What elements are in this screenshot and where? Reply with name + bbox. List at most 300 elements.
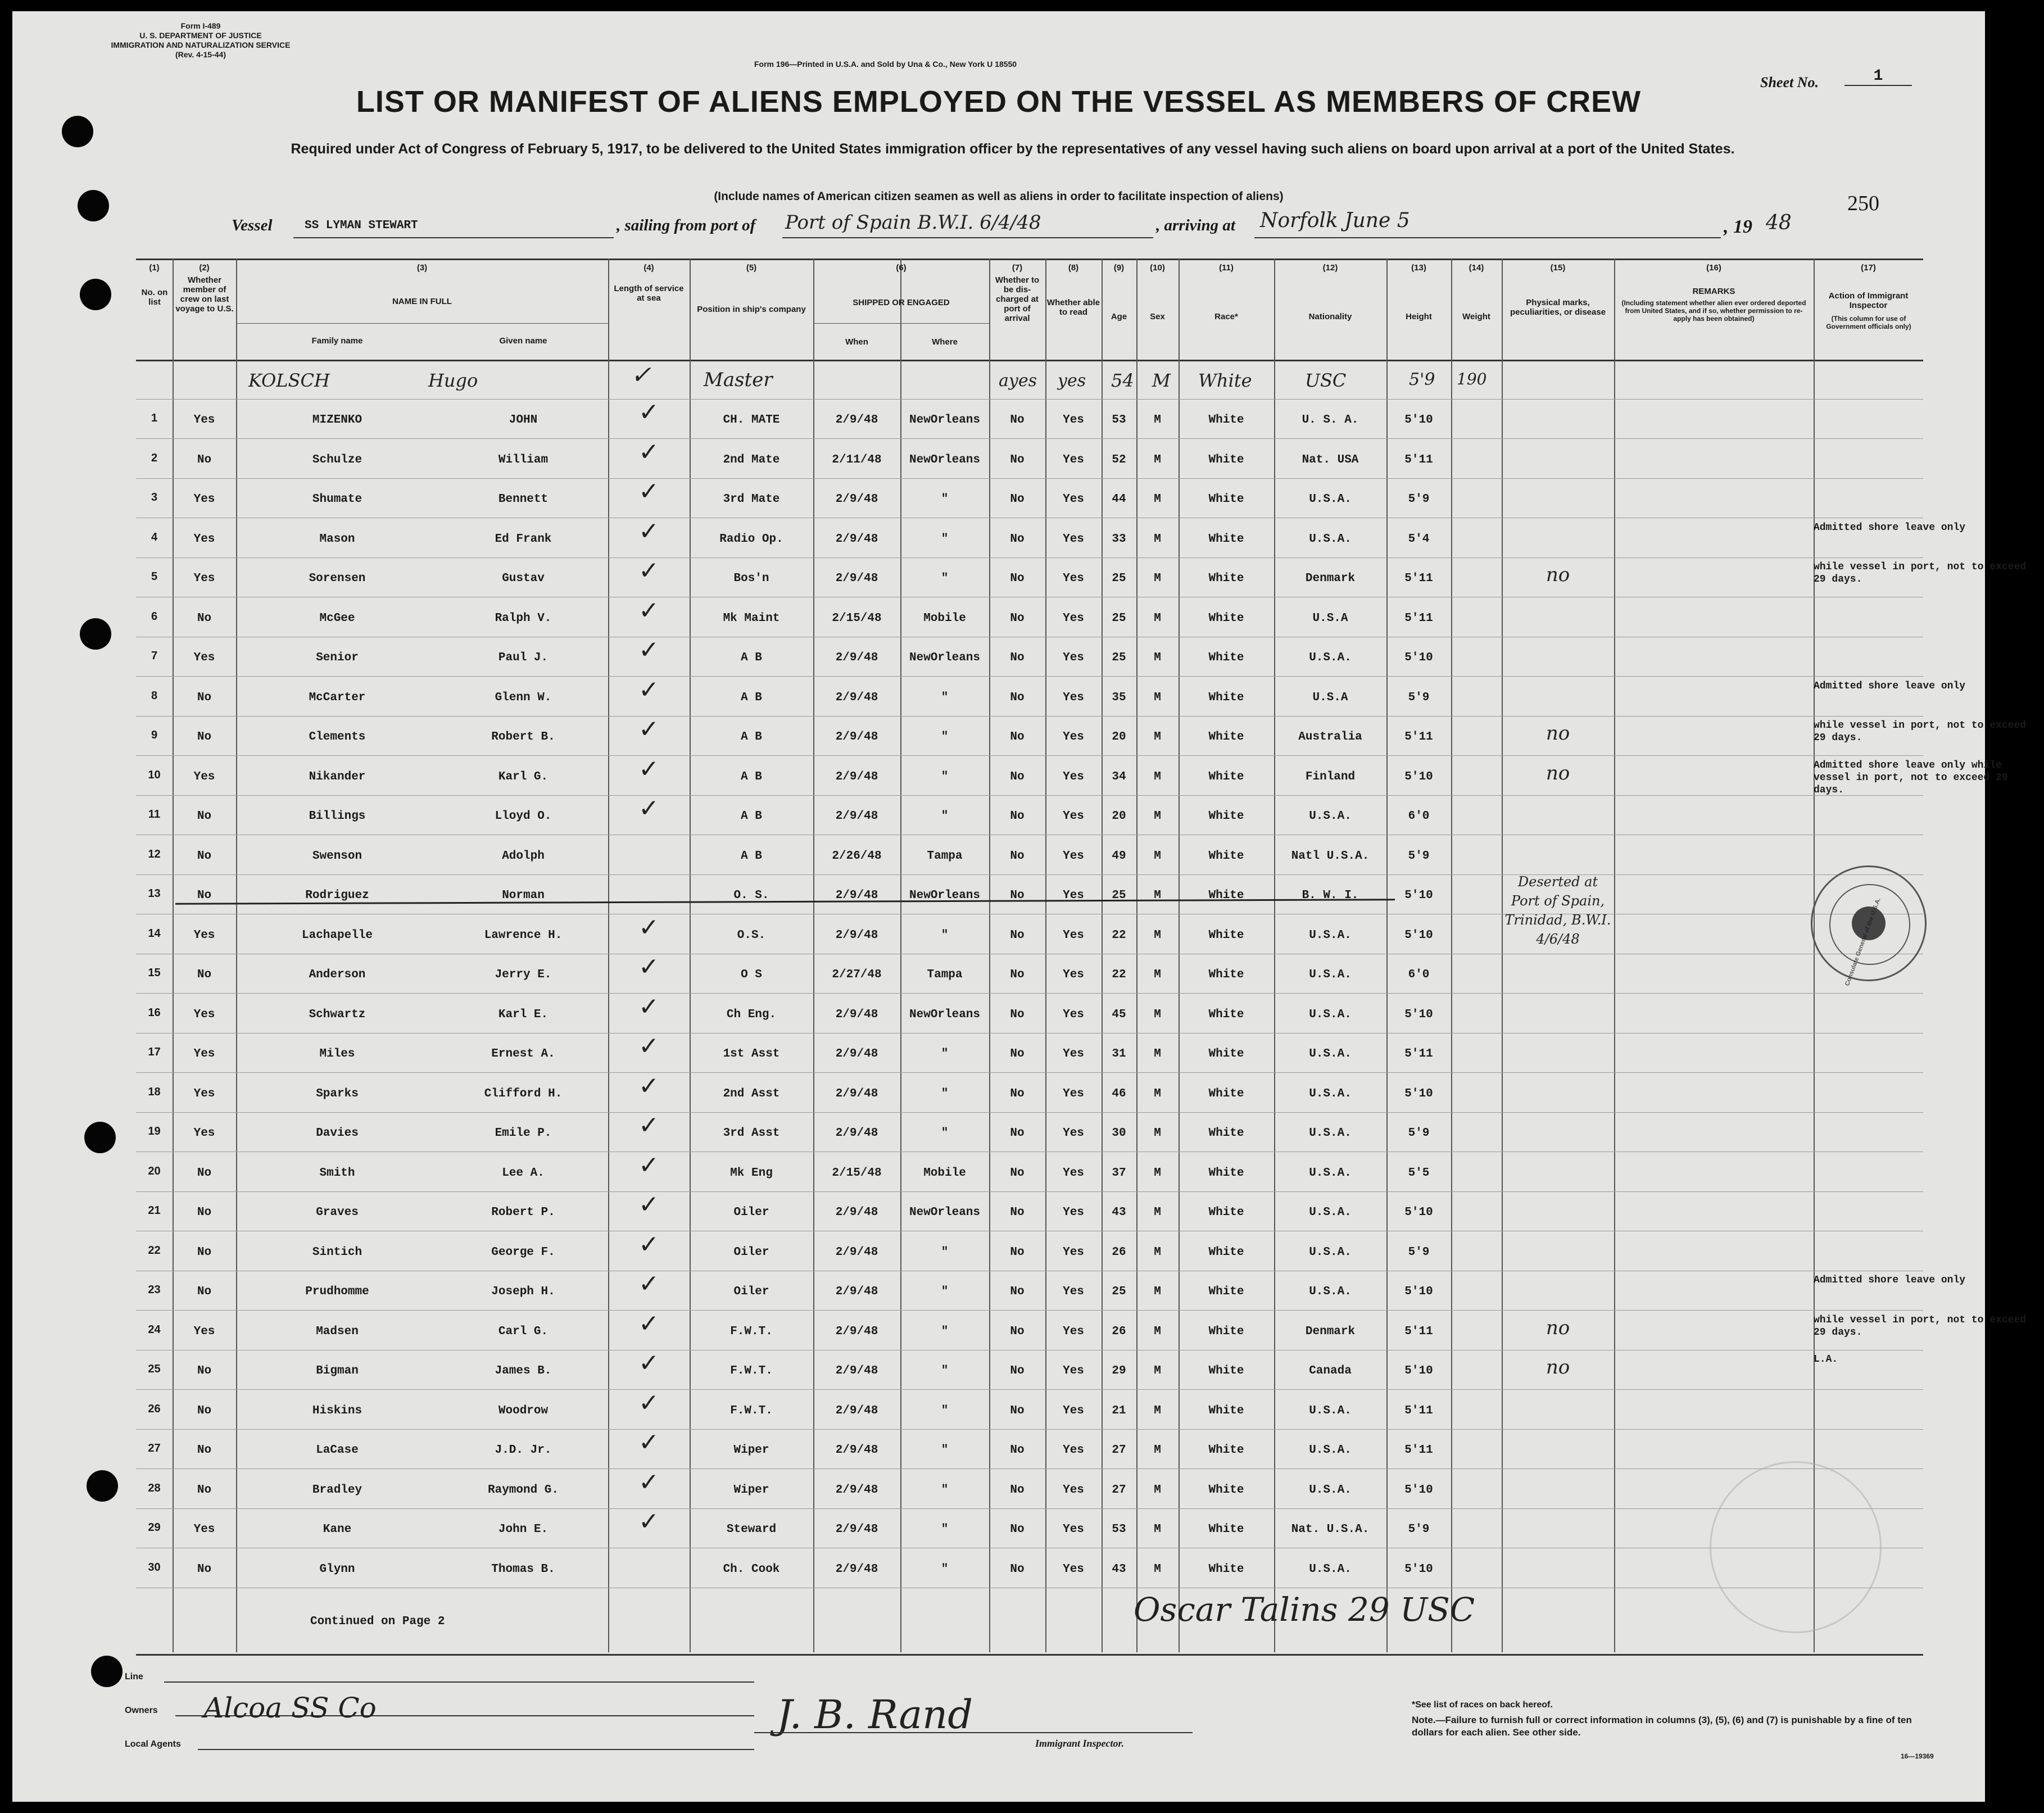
cell-no: 30 (148, 1561, 161, 1574)
table-row (136, 478, 1923, 518)
cell-discharged: No (1010, 770, 1025, 783)
cell-height: 5'11 (1404, 1048, 1433, 1060)
cell-age: 27 (1112, 1483, 1126, 1497)
cell-member: No (197, 1562, 212, 1576)
cell-age: 25 (1112, 572, 1126, 585)
cell-nationality: U.S.A. (1309, 1444, 1352, 1457)
cell-no: 19 (148, 1125, 161, 1137)
cell-action: while vessel in port, not to exceed 29 days. (1814, 561, 2027, 585)
cell-member: Yes (193, 928, 215, 942)
cell-discharged: No (1010, 731, 1025, 744)
col-number: (6) (896, 263, 907, 273)
header-shipped: SHIPPED OR ENGAGED (853, 298, 950, 307)
cell-height: 5'9 (1408, 1523, 1430, 1536)
vessel-name: SS LYMAN STEWART (305, 219, 418, 232)
cell-member: Yes (193, 1048, 215, 1060)
col-number: (13) (1411, 263, 1426, 273)
service: IMMIGRATION AND NATURALIZATION SERVICE (111, 40, 291, 49)
header-member: Whether member of crew on last voyage to U.S. (175, 275, 234, 314)
cell-remarks: no (1546, 1316, 1570, 1339)
cell-check: ✓ (638, 1270, 659, 1298)
cell-family: Mason (319, 532, 355, 546)
arriving-port: Norfolk June 5 (1260, 209, 1410, 232)
cell-family: Schulze (312, 453, 362, 466)
cell-no: 7 (151, 650, 158, 662)
cell-given: Clifford H. (484, 1087, 563, 1100)
cell-read: Yes (1063, 731, 1084, 744)
cell-family: Bradley (312, 1483, 362, 1497)
cell-check: ✓ (638, 953, 659, 981)
cell-sex: M (1154, 1365, 1161, 1377)
cell-read: Yes (1063, 414, 1084, 427)
cell-race: White (1208, 1127, 1244, 1140)
cell-no: 24 (148, 1323, 161, 1336)
cell-sex: M (1154, 1048, 1161, 1060)
cell-where: Mobile (923, 611, 966, 625)
header-age: Age (1111, 312, 1127, 321)
cell-sex: M (1154, 849, 1161, 863)
cell-when: 2/9/48 (835, 1404, 878, 1417)
cell-no: 18 (148, 1085, 161, 1098)
cell-family: Nikander (309, 770, 366, 783)
cell-nationality: Australia (1298, 731, 1362, 744)
cell-age: 34 (1112, 770, 1126, 783)
cell-when: 2/9/48 (835, 1365, 878, 1377)
cell-member: Yes (193, 1008, 215, 1021)
cell-remarks: Deserted at Port of Spain, Trinidad, B.W.I. 4/6/48 (1504, 874, 1611, 947)
cell-when: 2/27/48 (832, 968, 882, 981)
cell-no: 2 (151, 451, 158, 464)
cell-check: ✓ (638, 1467, 659, 1497)
cell-nationality: U.S.A. (1309, 1404, 1352, 1417)
inspector-signature: J. B. Rand (777, 1692, 973, 1738)
cell-where: " (941, 1127, 949, 1140)
inspector-label: Immigrant Inspector. (1035, 1738, 1125, 1749)
cell-family: Swenson (312, 849, 362, 863)
cell-given: Raymond G. (487, 1483, 559, 1497)
cell-position: A B (741, 849, 762, 863)
header-when: When (845, 337, 868, 347)
table-row (136, 914, 1923, 954)
cell-member: Yes (193, 414, 215, 427)
cell-height: 6'0 (1408, 810, 1430, 823)
header-height: Height (1406, 312, 1432, 321)
cell-check: ✓ (638, 596, 659, 625)
cell-member: No (197, 453, 212, 466)
header-physical: Physical marks, peculiarities, or disease (1510, 298, 1606, 317)
cell-read: Yes (1063, 1483, 1084, 1497)
cell-read: Yes (1063, 1166, 1084, 1180)
master-given: Hugo (428, 370, 478, 391)
line-label: Line (125, 1672, 143, 1681)
cell-no: 12 (148, 847, 161, 860)
cell-where: " (941, 1325, 949, 1338)
cell-discharged: No (1010, 493, 1025, 506)
cell-no: 25 (148, 1363, 161, 1375)
cell-race: White (1208, 1285, 1244, 1298)
cell-position: 3rd Asst (723, 1127, 780, 1140)
cell-nationality: U.S.A. (1309, 1245, 1352, 1259)
cell-action: while vessel in port, not to exceed 29 days. (1814, 720, 2027, 744)
cell-where: " (941, 1562, 949, 1576)
cell-member: No (197, 611, 212, 625)
form-code: 16—19369 (1901, 1752, 1934, 1760)
cell-nationality: U.S.A. (1309, 1048, 1352, 1060)
table-row (136, 754, 2008, 796)
table-row (136, 1309, 2027, 1350)
cell-race: White (1208, 1206, 1244, 1219)
cell-height: 5'10 (1404, 928, 1433, 942)
cell-read: Yes (1063, 1127, 1084, 1140)
cell-race: White (1208, 928, 1244, 942)
cell-check: ✓ (638, 636, 659, 664)
cell-given: JOHN (509, 414, 538, 427)
cell-no: 9 (151, 729, 158, 741)
cell-age: 33 (1112, 532, 1126, 546)
cell-when: 2/9/48 (835, 414, 878, 427)
col-number: (12) (1322, 263, 1338, 273)
cell-given: Ralph V. (495, 611, 552, 625)
cell-discharged: No (1010, 928, 1025, 942)
cell-where: NewOrleans (909, 1008, 981, 1021)
cell-age: 25 (1112, 1285, 1126, 1298)
binder-hole (84, 1122, 116, 1153)
cell-height: 5'11 (1404, 731, 1433, 744)
cell-nationality: U.S.A. (1309, 1008, 1352, 1021)
header-read: Whether able to read (1046, 298, 1100, 317)
cell-position: A B (741, 731, 762, 744)
master-race: White (1198, 370, 1252, 391)
cell-given: Ed Frank (495, 532, 552, 546)
cell-nationality: U.S.A. (1309, 1127, 1352, 1140)
cell-check: ✓ (638, 794, 659, 823)
cell-race: White (1208, 849, 1244, 863)
cell-member: No (197, 1245, 212, 1259)
cell-height: 5'11 (1404, 611, 1433, 625)
cell-nationality: Canada (1309, 1365, 1352, 1377)
cell-race: White (1208, 1008, 1244, 1021)
cell-discharged: No (1010, 1325, 1025, 1338)
table-row (136, 516, 1966, 558)
cell-sex: M (1154, 1523, 1161, 1536)
master-nationality: USC (1305, 370, 1347, 391)
table-row (136, 1350, 1923, 1390)
cell-race: White (1208, 810, 1244, 823)
cell-height: 5'10 (1404, 1562, 1433, 1576)
cell-nationality: U.S.A. (1309, 1087, 1352, 1100)
cell-age: 44 (1112, 493, 1126, 506)
cell-check: ✓ (638, 992, 659, 1021)
cell-read: Yes (1063, 1087, 1084, 1100)
cell-family: McGee (319, 611, 355, 625)
cell-no: 6 (151, 610, 158, 623)
cell-sex: M (1154, 1285, 1161, 1298)
cell-position: A B (741, 770, 762, 783)
cell-discharged: No (1010, 849, 1025, 863)
cell-where: " (941, 493, 949, 506)
cell-given: Emile P. (495, 1127, 552, 1140)
cell-given: Lawrence H. (484, 928, 563, 942)
cell-height: 5'10 (1404, 1087, 1433, 1100)
cell-age: 20 (1112, 810, 1126, 823)
cell-no: 5 (151, 570, 158, 583)
cell-family: Sintich (312, 1245, 362, 1259)
cell-nationality: U.S.A. (1309, 1166, 1352, 1180)
cell-given: Robert P. (491, 1206, 555, 1219)
cell-age: 49 (1112, 849, 1126, 863)
sheet-number: 1 (1844, 67, 1912, 86)
cell-sex: M (1154, 1483, 1161, 1497)
cell-sex: M (1154, 1087, 1161, 1100)
cell-read: Yes (1063, 691, 1084, 704)
cell-race: White (1208, 1245, 1244, 1259)
continued-note: Continued on Page 2 (310, 1615, 445, 1628)
cell-check: ✓ (638, 398, 659, 427)
cell-read: Yes (1063, 1523, 1084, 1536)
cell-family: Lachapelle (301, 928, 373, 942)
cell-given: J.D. Jr. (495, 1444, 552, 1457)
cell-discharged: No (1010, 889, 1025, 902)
cell-where: NewOrleans (909, 414, 981, 427)
year-suffix: 48 (1766, 211, 1792, 234)
cell-race: White (1208, 572, 1244, 585)
cell-member: No (197, 1166, 212, 1180)
cell-member: No (197, 731, 212, 744)
cell-given: John E. (498, 1523, 549, 1536)
cell-action: L.A. (1814, 1354, 1838, 1365)
col-number: (4) (643, 263, 654, 273)
cell-where: " (941, 1048, 949, 1060)
arriving-label: , arriving at (1156, 216, 1235, 234)
table-row (136, 1508, 1923, 1548)
cell-age: 37 (1112, 1166, 1126, 1180)
cell-given: Thomas B. (491, 1562, 555, 1576)
cell-discharged: No (1010, 453, 1025, 466)
cell-height: 5'10 (1404, 1206, 1433, 1219)
cell-given: George F. (491, 1245, 555, 1259)
cell-check: ✓ (638, 1111, 659, 1140)
header-action: Action of Immigrant Inspector (1828, 291, 1909, 310)
table-row (136, 1469, 1923, 1509)
cell-discharged: No (1010, 1166, 1025, 1180)
master-weight: 190 (1457, 370, 1487, 388)
cell-age: 46 (1112, 1087, 1126, 1100)
sailing-label: , sailing from port of (617, 216, 756, 234)
cell-remarks: no (1546, 762, 1570, 785)
cell-nationality: Natl U.S.A. (1291, 849, 1370, 863)
cell-when: 2/9/48 (835, 1523, 878, 1536)
cell-position: F.W.T. (730, 1365, 773, 1377)
cell-check: ✓ (638, 1388, 659, 1417)
cell-height: 5'10 (1404, 1285, 1433, 1298)
cell-nationality: U.S.A. (1309, 532, 1352, 546)
cell-position: 2nd Mate (723, 453, 780, 466)
cell-discharged: No (1010, 1365, 1025, 1377)
col-number: (9) (1113, 263, 1125, 273)
table-row (136, 954, 1923, 994)
col-number: (17) (1861, 263, 1876, 273)
cell-no: 1 (151, 412, 158, 424)
cell-no: 23 (148, 1284, 161, 1296)
cell-check: ✓ (638, 1032, 659, 1060)
cell-given: Glenn W. (495, 691, 552, 704)
cell-height: 5'10 (1404, 414, 1433, 427)
cell-sex: M (1154, 532, 1161, 546)
col-number: (8) (1068, 263, 1079, 273)
cell-race: White (1208, 1562, 1244, 1576)
sailing-port: Port of Spain B.W.I. 6/4/48 (785, 211, 1041, 234)
table-row (136, 1429, 1923, 1469)
cell-sex: M (1154, 611, 1161, 625)
cell-position: CH. MATE (723, 414, 780, 427)
cell-family: Davies (316, 1127, 359, 1140)
cell-no: 10 (148, 768, 161, 781)
cell-given: Joseph H. (491, 1285, 555, 1298)
cell-member: Yes (193, 1087, 215, 1100)
binder-hole (87, 1470, 118, 1502)
cell-race: White (1208, 1444, 1244, 1457)
cell-height: 5'11 (1404, 1444, 1433, 1457)
cell-nationality: U.S.A. (1309, 1483, 1352, 1497)
cell-action: Admitted shore leave only (1814, 680, 1966, 692)
table-row (136, 1231, 1923, 1271)
cell-where: " (941, 691, 949, 704)
cell-position: Wiper (733, 1444, 769, 1457)
table-row (136, 1152, 1923, 1192)
cell-sex: M (1154, 453, 1161, 466)
cell-read: Yes (1063, 532, 1084, 546)
cell-member: No (197, 1444, 212, 1457)
form-identifier (80, 21, 321, 60)
table-row (136, 597, 1923, 637)
table-row (136, 715, 2027, 756)
table-row (136, 675, 1966, 717)
cell-read: Yes (1063, 889, 1084, 902)
cell-position: O. S. (733, 889, 769, 902)
cell-sex: M (1154, 651, 1161, 664)
col-number: (1) (149, 263, 160, 273)
cell-given: James B. (495, 1365, 552, 1377)
cell-sex: M (1154, 928, 1161, 942)
master-row (136, 360, 1923, 400)
cell-race: White (1208, 532, 1244, 546)
cell-read: Yes (1063, 770, 1084, 783)
cell-given: Ernest A. (491, 1048, 555, 1060)
cell-nationality: U.S.A. (1309, 493, 1352, 506)
cell-position: Ch. Cook (723, 1562, 780, 1576)
cell-check: ✓ (638, 477, 659, 506)
cell-given: Lee A. (502, 1166, 545, 1180)
cell-member: Yes (193, 493, 215, 506)
cell-discharged: No (1010, 1008, 1025, 1021)
cell-check: ✓ (638, 1349, 659, 1377)
stamp-text: Consulate General of the U.S.A. (1843, 897, 1882, 987)
cell-check: ✓ (638, 715, 659, 744)
cell-where: NewOrleans (909, 453, 981, 466)
cell-read: Yes (1063, 1245, 1084, 1259)
cell-position: Wiper (733, 1483, 769, 1497)
cell-position: Oiler (733, 1245, 769, 1259)
cell-family: Schwartz (309, 1008, 366, 1021)
table-row (136, 399, 1923, 439)
cell-height: 5'11 (1404, 1404, 1433, 1417)
cell-where: " (941, 810, 949, 823)
cell-position: A B (741, 691, 762, 704)
cell-age: 35 (1112, 691, 1126, 704)
cell-nationality: B. W. I. (1302, 889, 1359, 902)
cell-nationality: U.S.A. (1309, 1206, 1352, 1219)
cell-where: " (941, 1483, 949, 1497)
cell-nationality: U.S.A. (1309, 1285, 1352, 1298)
cell-member: No (197, 968, 212, 981)
cell-check: ✓ (638, 437, 659, 466)
cell-when: 2/15/48 (832, 1166, 882, 1180)
cell-where: " (941, 1087, 949, 1100)
cell-sex: M (1154, 1127, 1161, 1140)
cell-race: White (1208, 1048, 1244, 1060)
header-race: Race* (1214, 312, 1238, 321)
header-discharged: Whether to be dis-charged at port of arrival (995, 275, 1040, 323)
cell-no: 28 (148, 1481, 161, 1494)
cell-race: White (1208, 889, 1244, 902)
cell-read: Yes (1063, 928, 1084, 942)
cell-where: " (941, 1245, 949, 1259)
cell-read: Yes (1063, 572, 1084, 585)
cell-member: No (197, 810, 212, 823)
cell-sex: M (1154, 1206, 1161, 1219)
header-nationality: Nationality (1308, 312, 1352, 321)
cell-race: White (1208, 1404, 1244, 1417)
cell-family: McCarter (309, 691, 366, 704)
cell-given: Carl G. (498, 1325, 549, 1338)
table-row (136, 556, 2027, 597)
cell-member: No (197, 849, 212, 863)
cell-read: Yes (1063, 1048, 1084, 1060)
col-number: (2) (199, 263, 210, 273)
header-given: Given name (499, 336, 547, 346)
cell-position: Mk Eng (730, 1166, 773, 1180)
cell-race: White (1208, 1523, 1244, 1536)
cell-race: White (1208, 493, 1244, 506)
cell-nationality: U.S.A. (1309, 810, 1352, 823)
cell-height: 5'9 (1408, 1245, 1430, 1259)
cell-check: ✓ (638, 1150, 659, 1180)
cell-given: Robert B. (491, 731, 555, 744)
cell-family: Smith (319, 1166, 355, 1180)
faint-stamp (1710, 1461, 1882, 1633)
cell-when: 2/9/48 (835, 889, 878, 902)
cell-nationality: U.S.A (1312, 611, 1348, 625)
table-row (136, 994, 1923, 1034)
cell-where: " (941, 731, 949, 744)
cell-sex: M (1154, 1008, 1161, 1021)
cell-remarks: no (1546, 564, 1570, 586)
cell-action: Admitted shore leave only while vessel in port, not to exceed 29 days. (1814, 759, 2008, 796)
cell-discharged: No (1010, 1245, 1025, 1259)
cell-discharged: No (1010, 651, 1025, 664)
cell-height: 5'4 (1408, 532, 1430, 546)
cell-race: White (1208, 1087, 1244, 1100)
note-label: Note. (1412, 1715, 1436, 1725)
cell-family: Shumate (312, 493, 362, 506)
cell-age: 25 (1112, 611, 1126, 625)
cell-check: ✓ (638, 913, 659, 942)
cell-no: 4 (151, 531, 158, 543)
cell-no: 11 (148, 808, 161, 821)
cell-family: Kane (323, 1523, 352, 1536)
cell-family: Graves (316, 1206, 359, 1219)
cell-when: 2/9/48 (835, 1285, 878, 1298)
